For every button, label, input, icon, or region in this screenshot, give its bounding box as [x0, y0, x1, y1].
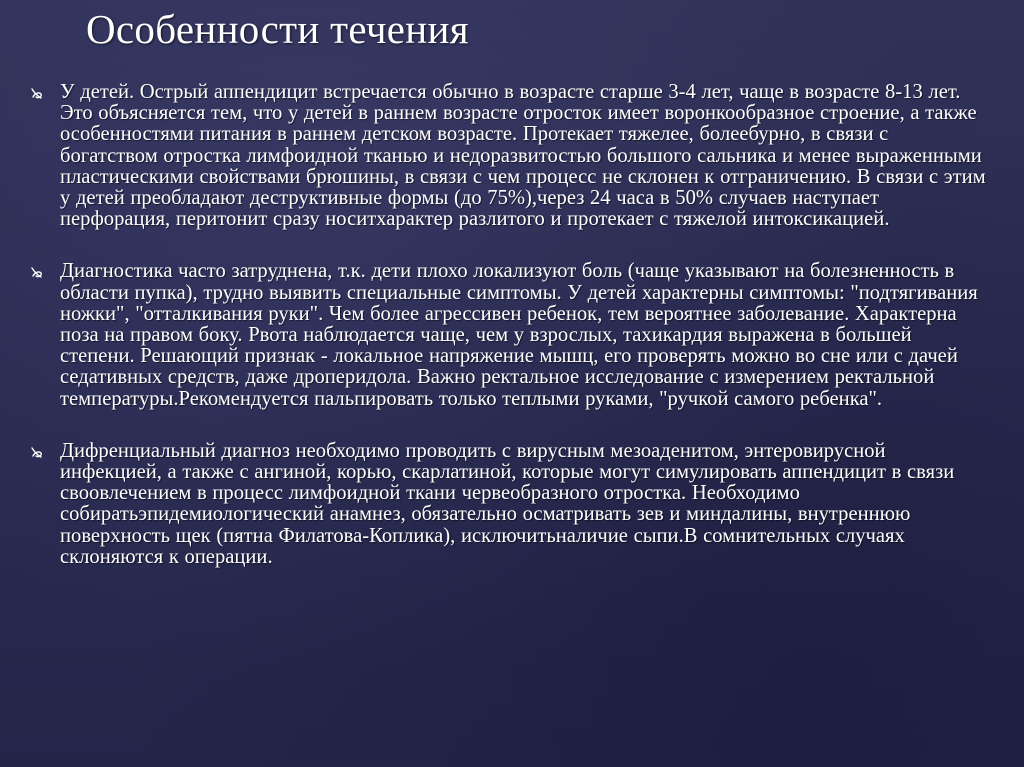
bullet-list: [29, 82, 989, 599]
slide-title: Особенности течения: [86, 6, 469, 52]
bullet-item: [29, 261, 989, 409]
curly-bullet-icon: [29, 445, 45, 461]
bullet-item: [29, 82, 989, 230]
bullet-item: [29, 441, 989, 568]
bullet-text: У детей. Острый аппендицит встречается обычно в возрасте старше 3-4 лет, чаще в возрасте 8-13 лет. Это объясняется тем, что у детей в раннем возрасте отросток имеет воронкообразное строение, а также особенностями питания в раннем детском возрасте. Протекает тяжелее, болеебурно, в связи с богатством отростка лимфоидной тканью и недоразвитостью большого сальника и менее выраженными пластическими свойствами брюшины, в связи с чем процесс не склонен к отграничению. В связи с этим у детей преобладают деструктивные формы (до 75%),через 24 часа в 50% случаев наступает перфорация, перитонит сразу носитхарактер разлитого и протекает с тяжелой интоксикацией.: [60, 81, 986, 231]
curly-bullet-icon: [29, 265, 45, 281]
bullet-text: Диагностика часто затруднена, т.к. дети плохо локализуют боль (чаще указывают на болезненность в области пупка), трудно выявить специальные симптомы. У детей характерны симптомы: "подтягивания ножки", "отталкивания руки". Чем более агрессивен ребенок, тем вероятнее заболевание. Характерна поза на правом боку. Рвота наблюдается чаще, чем у взрослых, тахикардия выражена в большей степени. Решающий признак - локальное напряжение мышц, его проверять можно во сне или с дачей седативных средств, даже дроперидола. Важно ректальное исследование с измерением ректальной температуры.Рекомендуется пальпировать только теплыми руками, "ручкой самого ребенка".: [60, 260, 978, 410]
curly-bullet-icon: [29, 86, 45, 102]
bullet-text: Дифренциальный диагноз необходимо проводить с вирусным мезоаденитом, энтеровирусной инфекцией, а также с ангиной, корью, скарлатиной, которые могут симулировать аппендицит в связи своовлечением в процесс лимфоидной ткани червеобразного отростка. Необходимо собиратьэпидемиологический анамнез, обязательно осматривать зев и миндалины, внутреннюю поверхность щек (пятна Филатова-Коплика), исключитьналичие сыпи.В сомнительных случаях склоняются к операции.: [60, 439, 955, 568]
